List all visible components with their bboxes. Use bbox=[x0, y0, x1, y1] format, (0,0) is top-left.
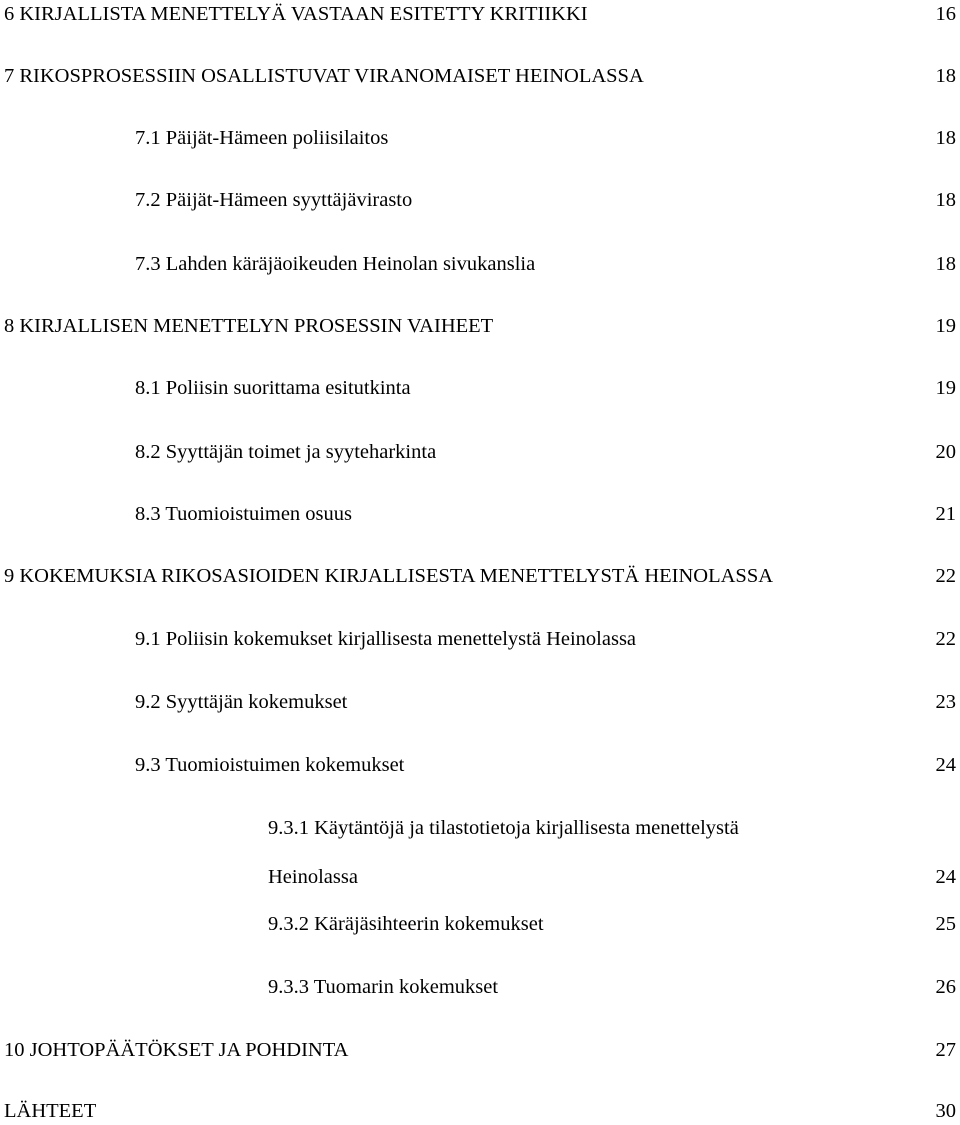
toc-entry-8-3 bbox=[135, 500, 956, 528]
toc-entry-title: 9.2 Syyttäjän kokemukset bbox=[135, 691, 348, 713]
toc-entry-page: 24 bbox=[935, 866, 956, 888]
toc-entry-title: 8.1 Poliisin suorittama esitutkinta bbox=[135, 377, 411, 399]
toc-entry-page: 22 bbox=[935, 628, 956, 650]
toc-entry-page: 19 bbox=[935, 377, 956, 399]
toc-entry-9-3-1 bbox=[268, 814, 956, 842]
toc-entry-page: 18 bbox=[935, 189, 956, 211]
toc-entry-title: 9.3 Tuomioistuimen kokemukset bbox=[135, 754, 405, 776]
toc-entry-page: 19 bbox=[935, 315, 956, 337]
toc-entry-8-1 bbox=[135, 374, 956, 402]
toc-entry-page: 22 bbox=[935, 565, 956, 587]
toc-entry-title: 9.3.1 Käytäntöjä ja tilastotietoja kirjallisesta menettelystä bbox=[268, 817, 739, 839]
toc-entry-9 bbox=[4, 562, 956, 590]
toc-entry-9-3 bbox=[135, 751, 956, 779]
toc-entry-page: 18 bbox=[935, 65, 956, 87]
toc-entry-title: 8.3 Tuomioistuimen osuus bbox=[135, 503, 353, 525]
toc-entry-9-3-3 bbox=[268, 973, 956, 1001]
toc-entry-title: 9.1 Poliisin kokemukset kirjallisesta menettelystä Heinolassa bbox=[135, 628, 637, 650]
toc-entry-title: 8 KIRJALLISEN MENETTELYN PROSESSIN VAIHEET bbox=[4, 315, 494, 337]
toc-entry-title: 7.1 Päijät-Hämeen poliisilaitos bbox=[135, 127, 389, 149]
toc-entry-title: 8.2 Syyttäjän toimet ja syyteharkinta bbox=[135, 441, 437, 463]
toc-entry-page: 26 bbox=[935, 976, 956, 998]
toc-entry-page: 30 bbox=[935, 1100, 956, 1122]
toc-entry-7 bbox=[4, 62, 956, 90]
toc-entry-page: 24 bbox=[935, 754, 956, 776]
toc-entry-title: 7.2 Päijät-Hämeen syyttäjävirasto bbox=[135, 189, 413, 211]
toc-entry-title: 9 KOKEMUKSIA RIKOSASIOIDEN KIRJALLISESTA MENETTELYSTÄ HEINOLASSA bbox=[4, 565, 774, 587]
toc-entry-title: LÄHTEET bbox=[4, 1100, 97, 1122]
toc-entry-title: 6 KIRJALLISTA MENETTELYÄ VASTAAN ESITETTY KRITIIKKI bbox=[4, 3, 588, 25]
toc-entry-7-3 bbox=[135, 250, 956, 278]
toc-entry-8-2 bbox=[135, 438, 956, 466]
toc-entry-10 bbox=[4, 1036, 956, 1064]
toc-entry-page: 20 bbox=[935, 441, 956, 463]
toc-entry-page: 16 bbox=[935, 3, 956, 25]
toc-entry-title: 9.3.2 Käräjäsihteerin kokemukset bbox=[268, 913, 544, 935]
toc-entry-title: 9.3.3 Tuomarin kokemukset bbox=[268, 976, 499, 998]
toc-entry-page: 21 bbox=[935, 503, 956, 525]
toc-entry-6 bbox=[4, 0, 956, 28]
toc-entry-9-2 bbox=[135, 688, 956, 716]
toc-entry-8 bbox=[4, 312, 956, 340]
toc-entry-page: 25 bbox=[935, 913, 956, 935]
toc-entry-7-1 bbox=[135, 124, 956, 152]
toc-entry-page: 18 bbox=[935, 127, 956, 149]
toc-entry-page: 18 bbox=[935, 253, 956, 275]
toc-entry-title: Heinolassa bbox=[268, 866, 358, 888]
toc-entry-title: 7.3 Lahden käräjäoikeuden Heinolan sivukanslia bbox=[135, 253, 536, 275]
toc-entry-title: 10 JOHTOPÄÄTÖKSET JA POHDINTA bbox=[4, 1039, 349, 1061]
toc-entry-9-1 bbox=[135, 625, 956, 653]
toc-entry-page: 23 bbox=[935, 691, 956, 713]
toc-entry-7-2 bbox=[135, 186, 956, 214]
toc-entry-9-3-1-cont bbox=[268, 863, 956, 891]
toc-entry-9-3-2 bbox=[268, 910, 956, 938]
toc-entry-page: 27 bbox=[935, 1039, 956, 1061]
toc-entry-title: 7 RIKOSPROSESSIIN OSALLISTUVAT VIRANOMAISET HEINOLASSA bbox=[4, 65, 644, 87]
